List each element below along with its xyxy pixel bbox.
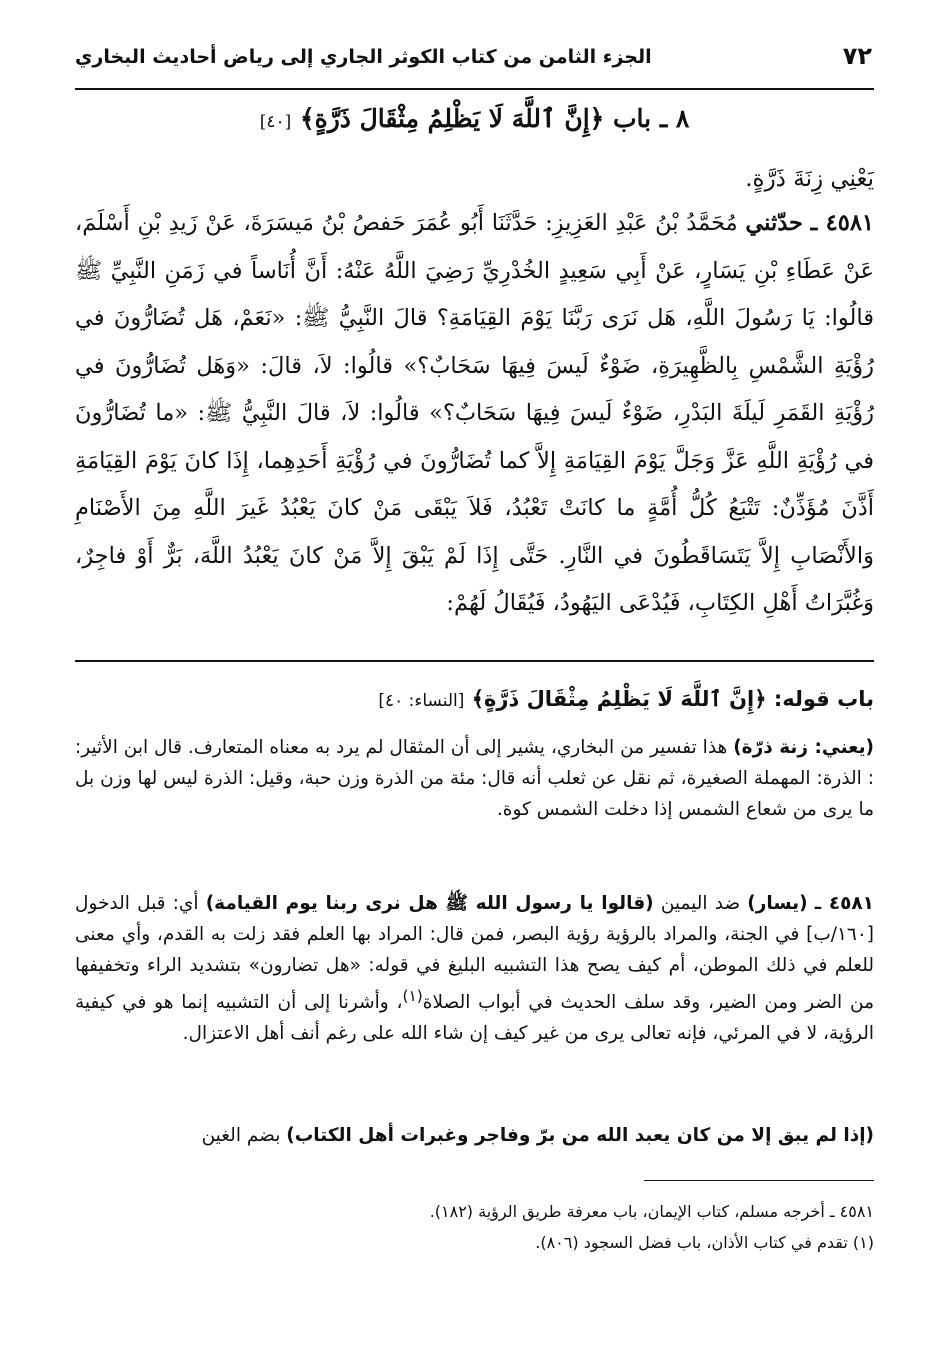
commentary-p3-lemma: (إذا لم يبق إلا من كان يعبد الله من برّ وفاجر وغبرات أهل الكتاب)	[286, 1125, 874, 1146]
page-number: ٧٢	[842, 42, 872, 70]
commentary-paragraph-3	[75, 1120, 874, 1151]
commentary-paragraph-1	[75, 732, 874, 825]
footnote-marker: (١)	[402, 987, 423, 1005]
chapter-heading	[75, 104, 874, 133]
commentary-p2-lemma-2: (قالوا يا رسول الله ﷺ هل نرى ربنا يوم القيامة)	[205, 893, 654, 914]
footnote-rule	[644, 1180, 874, 1181]
commentary-p2-text-3: ، وأشرنا إلى أن التشبيه إنما هو في كيفية الرؤية، لا في المرئي، فإنه تعالى يرى من غير كيف إن شاء الله على رغم أنف أهل الاعتزال.	[75, 992, 874, 1045]
commentary-p1-lemma: (يعني: زنة ذرّة)	[733, 737, 874, 758]
hadith-text	[75, 200, 874, 628]
section-divider	[75, 660, 874, 662]
yani-line: يَعْنِي زِنَةَ ذَرَّةٍ.	[745, 166, 874, 192]
commentary-p2-lemma-1: (يسار)	[747, 893, 808, 914]
chapter-verse-ref: [٤٠]	[259, 112, 292, 132]
footnote-item: (١) تقدم في كتاب الأذان، باب فضل السجود (٨٠٦).	[535, 1233, 874, 1252]
hadith-number: ٤٥٨١ ـ	[810, 210, 874, 236]
footnote-item: ٤٥٨١ ـ أخرجه مسلم، كتاب الإيمان، باب معرفة طريق الرؤية (١٨٢).	[429, 1202, 874, 1221]
commentary-p3-text: بضم الغين	[201, 1125, 281, 1146]
commentary-p2-text-2: أي: قبل الدخول [١٦٠/ب] في الجنة، والمراد بالرؤية رؤية البصر، فمن قال: المراد بها العلم فقد زلت به القدم، وأي معنى للعلم في ذلك الموطن، أم كيف يصح هذا التشبيه البليغ في قوله: «هل تضارون» بتشديد الراء وتخفيفها من الضر ومن الضير، وقد سلف الحديث في أبواب الصلاة	[75, 893, 874, 1014]
page-header	[75, 38, 874, 90]
chapter-title: ٨ ـ باب ﴿إِنَّ ٱللَّهَ لَا يَظْلِمُ مِثْقَالَ ذَرَّةٍ﴾	[299, 104, 690, 133]
running-title: الجزء الثامن من كتاب الكوثر الجاري إلى رياض أحاديث البخاري	[75, 46, 652, 68]
hadith-intro: حدّثني	[745, 210, 803, 236]
commentary-p2-number: ٤٥٨١ ـ	[814, 893, 874, 914]
commentary-heading-title: باب قوله: ﴿إِنَّ ٱللَّهَ لَا يَظْلِمُ مِثْقَالَ ذَرَّةٍ﴾	[471, 687, 874, 711]
commentary-p1-text: هذا تفسير من البخاري، يشير إلى أن المثقال لم يرد به معناه المتعارف. قال ابن الأثير: : الذرة: المهملة الصغيرة، ثم نقل عن ثعلب أنه قال: مئة من الذرة وزن حبة، وقيل: الذرة ليس لها وزن بل ما يرى من شعاع الشمس إذا دخلت الشمس كوة.	[75, 737, 874, 820]
commentary-heading-ref: [النساء: ٤٠]	[378, 691, 465, 711]
commentary-heading	[75, 684, 874, 717]
commentary-p2-text-1: ضد اليمين	[660, 893, 741, 914]
hadith-body: مُحَمَّدُ بْنُ عَبْدِ العَزِيزِ: حَدَّثَنَا أَبُو عُمَرَ حَفصُ بْنُ مَيسَرَةَ، عَنْ زَيدِ بْنِ أَسْلَمَ، عَنْ عَطَاءِ بْنِ يَسَارٍ، عَنْ أَبِي سَعِيدٍ الخُدْرِيِّ رَضِيَ اللَّهُ عَنْهُ: أَنَّ أُنَاساً في زَمَنِ النَّبِيِّ ﷺ قالُوا: يَا رَسُولَ اللَّهِ، هَل نَرَى رَبَّنَا يَوْمَ القِيَامَةِ؟ قالَ النَّبِيُّ ﷺ: «نَعَمْ، هَل تُضَارُّونَ في رُؤْيَةِ الشَّمْسِ بِالظَّهِيرَةِ، ضَوْءٌ لَيسَ فِيهَا سَحَابٌ؟» قالُوا: لاَ، قالَ: «وَهَل تُضَارُّونَ في رُؤْيَةِ القَمَرِ لَيلَةَ البَدْرِ، ضَوْءٌ لَيسَ فِيهَا سَحَابٌ؟» قالُوا: لاَ، قالَ النَّبِيُّ ﷺ: «ما تُضَارُّونَ في رُؤْيَةِ اللَّهِ عَزَّ وَجَلَّ يَوْمَ القِيَامَةِ إِلاَّ كما تُضَارُّونَ في رُؤْيَةِ أَحَدِهِما، إِذَا كانَ يَوْمَ القِيَامَةِ أَذَّنَ مُؤَذِّنٌ: تَتْبَعُ كُلُّ أُمَّةٍ ما كانَتْ تَعْبُدُ، فَلاَ يَبْقَى مَنْ كانَ يَعْبُدُ غَيرَ اللَّهِ مِنَ الأَصْنَامِ وَالأَنْصَابِ إِلاَّ يَتَسَاقَطُونَ في النَّارِ. حَتَّى إِذَا لَمْ يَبْقَ إِلاَّ مَنْ كانَ يَعْبُدُ اللَّهَ، بَرٌّ أَوْ فاجِرٌ، وَغُبَّرَاتُ أَهْلِ الكِتَابِ، فَيُدْعَى اليَهُودُ، فَيُقَالُ لَهُمْ:	[75, 210, 874, 616]
footnotes	[75, 1196, 874, 1258]
commentary-paragraph-2	[75, 888, 874, 1049]
